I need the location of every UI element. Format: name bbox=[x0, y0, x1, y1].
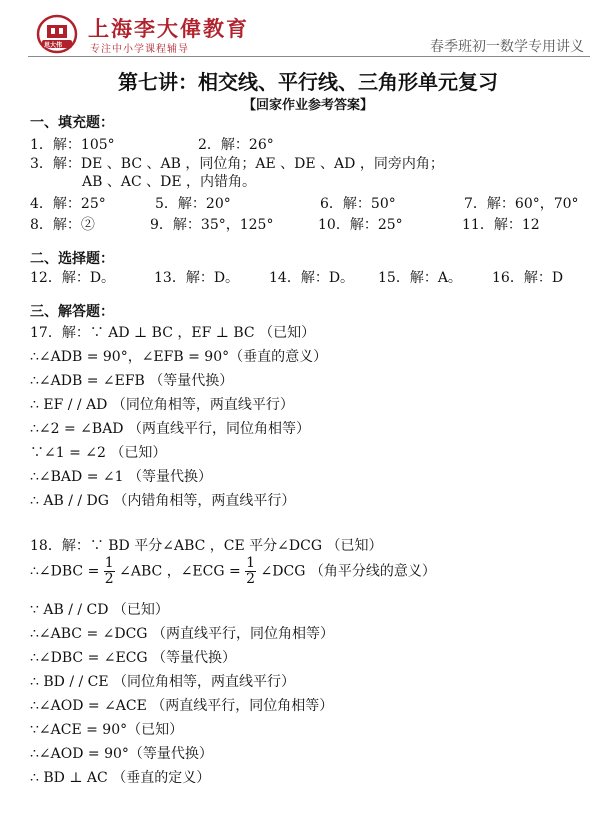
answer-12: 12．解：D。 bbox=[30, 270, 116, 286]
p18-line: ∴∠AOD = ∠ACE （两直线平行，同位角相等） bbox=[30, 698, 334, 714]
answer-16: 16．解：D bbox=[492, 270, 564, 286]
section-choice-heading: 二、选择题： bbox=[30, 251, 114, 267]
p18-line-fraction bbox=[30, 556, 436, 587]
p17-line: ∴∠BAD = ∠1 （等量代换） bbox=[30, 469, 212, 485]
fraction-numerator: 1 bbox=[104, 555, 114, 571]
answer-13: 13．解：D。 bbox=[154, 270, 240, 286]
answer-15: 15．解：A。 bbox=[378, 270, 462, 286]
answer-1: 1．解：105° bbox=[30, 137, 115, 153]
brand-name: 上海李大偉教育 bbox=[88, 16, 249, 41]
logo-text: 思大伟 bbox=[44, 42, 63, 49]
answer-9: 9．解：35°，125° bbox=[150, 217, 274, 233]
fraction-half bbox=[104, 556, 115, 587]
section-fill-heading: 一、填充题： bbox=[30, 115, 114, 131]
p17-line: ∴ AB / / DG （内错角相等，两直线平行） bbox=[30, 493, 296, 509]
p17-line: ∵∠1 = ∠2 （已知） bbox=[30, 445, 167, 461]
p18-line: ∵∠ACE = 90°（已知） bbox=[30, 722, 184, 738]
page-subtitle: 【回家作业参考答案】 bbox=[242, 98, 373, 113]
p18-line: 18．解：∵ BD 平分∠ABC ，CE 平分∠DCG （已知） bbox=[30, 538, 383, 554]
answer-8: 8．解：② bbox=[30, 217, 95, 233]
section-solve-heading: 三、解答题： bbox=[30, 304, 114, 320]
answer-4: 4．解：25° bbox=[30, 196, 106, 212]
answer-3-line2: AB 、AC 、DE ，内错角。 bbox=[82, 174, 257, 190]
p18-line: ∴∠AOD = 90°（等量代换） bbox=[30, 746, 213, 762]
answer-7: 7．解：60°，70° bbox=[464, 196, 579, 212]
p17-line: ∴∠2 = ∠BAD （两直线平行，同位角相等） bbox=[30, 421, 310, 437]
fraction-half bbox=[245, 556, 256, 587]
p18-line: ∴ BD ⊥ AC （垂直的定义） bbox=[30, 770, 211, 786]
answer-6: 6．解：50° bbox=[320, 196, 396, 212]
p18-line: ∵ AB / / CD （已知） bbox=[30, 602, 169, 618]
p18-line: ∴∠ABC = ∠DCG （两直线平行，同位角相等） bbox=[30, 626, 334, 642]
fraction-numerator: 1 bbox=[246, 555, 256, 571]
p18-text: ∠DCG （角平分线的意义） bbox=[260, 563, 436, 580]
page-title: 第七讲：相交线、平行线、三角形单元复习 bbox=[118, 70, 498, 94]
brand-logo bbox=[36, 14, 78, 54]
answer-3-line1: 3．解：DE 、BC 、AB ，同位角；AE 、DE 、AD ，同旁内角； bbox=[30, 156, 444, 172]
answer-10: 10．解：25° bbox=[318, 217, 403, 233]
fraction-denominator: 2 bbox=[246, 571, 256, 587]
fraction-denominator: 2 bbox=[104, 571, 114, 587]
p17-line: ∴∠ADB = 90°，∠EFB = 90°（垂直的意义） bbox=[30, 349, 328, 365]
answer-11: 11．解：12 bbox=[462, 217, 540, 233]
p18-text: ∠ABC ，∠ECG = bbox=[119, 563, 241, 580]
header-divider bbox=[28, 56, 590, 57]
document-tag: 春季班初一数学专用讲义 bbox=[430, 39, 584, 55]
p17-line: ∴ EF / / AD （同位角相等，两直线平行） bbox=[30, 397, 294, 413]
p18-line: ∴ BD / / CE （同位角相等，两直线平行） bbox=[30, 674, 296, 690]
p17-line: ∴∠ADB = ∠EFB （等量代换） bbox=[30, 373, 234, 389]
p18-line: ∴∠DBC = ∠ECG （等量代换） bbox=[30, 650, 237, 666]
answer-2: 2．解：26° bbox=[198, 137, 274, 153]
p17-line: 17．解：∵ AD ⊥ BC ，EF ⊥ BC （已知） bbox=[30, 325, 316, 341]
answer-14: 14．解：D。 bbox=[269, 270, 355, 286]
p18-text: ∴∠DBC = bbox=[30, 563, 100, 580]
answer-5: 5．解：20° bbox=[155, 196, 231, 212]
brand-slogan: 专注中小学课程辅导 bbox=[90, 44, 189, 55]
